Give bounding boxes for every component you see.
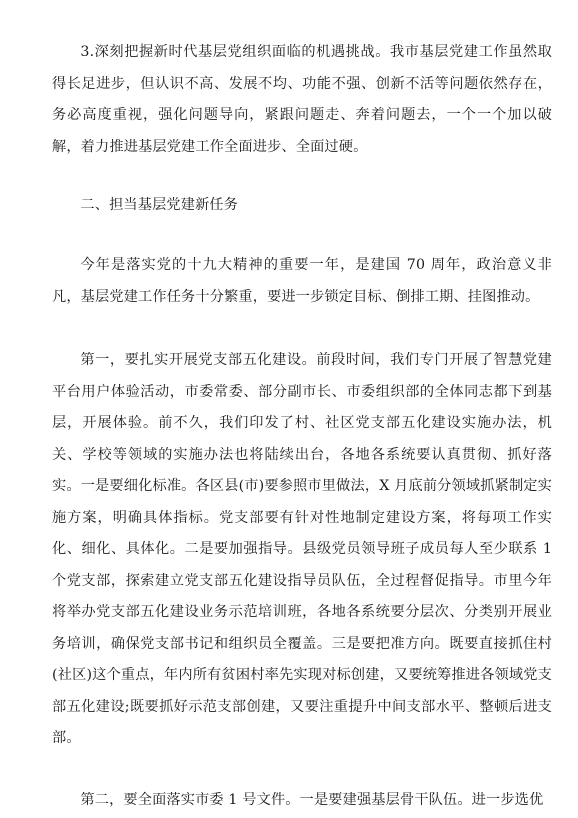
paragraph-second-document-one: 第二，要全面落实市委 1 号文件。一是要建强基层骨干队伍。进一步选优 xyxy=(80,792,544,808)
paragraph-opportunities-challenges: 3.深刻把握新时代基层党组织面临的机遇挑战。我市基层党建工作虽然取得长足进步，但认识不高、发展不均、功能不强、创新不活等问题依然存在，务必高度重视，强化问题导向，紧跟问题走、奔着问题去，一个一个加以破解，着力推进基层党建工作全面进步、全面过硬。 xyxy=(52,44,552,155)
paragraph-first-branch-construction: 第一，要扎实开展党支部五化建设。前段时间，我们专门开展了智慧党建平台用户体验活动，市委常委、部分副市长、市委组织部的全体同志都下到基层，开展体验。前不久，我们印发了村、社区党支部五化建设实施办法，机关、学校等领域的实施办法也将陆续出台，各地各系统要认真贯彻、抓好落实。一是要细化标准。各区县(市)要参照市里做法，X 月底前分领域抓紧制定实施方案，明确具体指标。党支部要有针对性地制定建设方案，将每项工作实化、细化、具体化。二是要加强指导。县级党员领导班子成员每人至少联系 1 个党支部，探索建立党支部五化建设指导员队伍，全过程督促指导。市里今年将举办党支部五化建设业务示范培训班，各地各系统要分层次、分类别开展业务培训，确保党支部书记和组织员全覆盖。三是要把准方向。既要直接抓住村(社区)这个重点，年内所有贫困村率先实现对标创建，又要统筹推进各领域党支部五化建设;既要抓好示范支部创建，又要注重提升中间支部水平、整顿后进支部。 xyxy=(52,352,552,746)
paragraph-annual-tasks: 今年是落实党的十九大精神的重要一年，是建国 70 周年，政治意义非凡，基层党建工作任务十分繁重，要进一步锁定目标、倒排工期、挂图推动。 xyxy=(52,257,552,305)
section-heading: 二、担当基层党建新任务 xyxy=(80,197,239,213)
